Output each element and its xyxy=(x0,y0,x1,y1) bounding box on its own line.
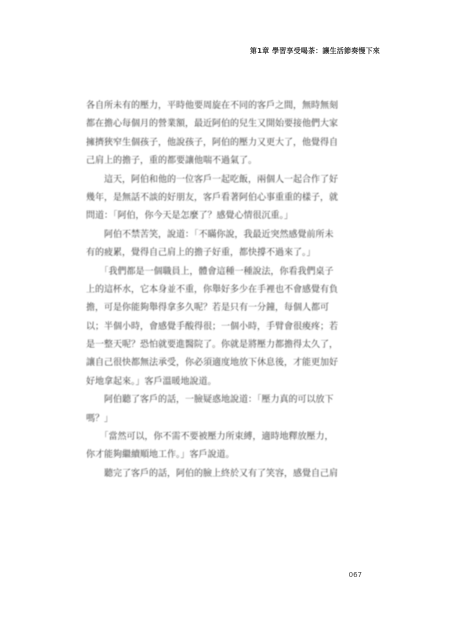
text-line: 以；半個小時，會感覺手酸得很；一個小時，手臂會很痠疼；若 xyxy=(86,321,339,332)
text-line: 都在擔心每個月的營業額，最近阿伯的兒生又開始要接他們大家 xyxy=(86,119,339,130)
text-line: 嗎？」 xyxy=(86,413,114,424)
text-line: 「我們都是一個職員上，體會這種一種說法，你看我們桌子 xyxy=(86,266,334,277)
text-line: 擔，可是你能夠舉得拿多久呢？若是只有一分鐘，每個人都可 xyxy=(86,303,330,314)
text-line: 阿伯聽了客戶的話，一臉疑惑地說道：「壓力真的可以放下 xyxy=(86,395,334,406)
text-line: 是一整天呢？恐怕就要進醫院了。你就是將壓力都擔得太久了， xyxy=(86,340,339,351)
page-number: 067 xyxy=(348,571,362,579)
text-line: 擁擠狹窄生個孩子，他說孩子，阿伯的壓力又更大了，他覺得自 xyxy=(86,137,339,148)
text-line: 好地拿起來。」客戶溫暖地說道。 xyxy=(86,376,217,387)
text-line: 己肩上的擔子，重的都要讓他喘不過氣了。 xyxy=(86,156,258,167)
text-line: 上的這杯水，它本身並不重，你舉好多少在手裡也不會感覺有負 xyxy=(86,284,339,295)
text-line: 有的疲累，覺得自己肩上的擔子好重，都快撐不過來了。」 xyxy=(86,248,316,259)
text-line: 聽完了客戶的話，阿伯的臉上終於又有了笑容，感覺自己肩 xyxy=(86,468,339,479)
text-line: 阿伯不禁苦笑，說道：「不瞞你說，我最近突然感覺前所未 xyxy=(86,229,334,240)
text-line: 幾年，是無話不談的好朋友，客戶看著阿伯心事重重的樣子，就 xyxy=(86,192,339,203)
text-line: 問道：「阿伯，你今天是怎麼了？感覺心情很沉重。」 xyxy=(86,211,294,222)
text-line: 「當然可以，你不需不要被壓力所束縛，適時地釋放壓力， xyxy=(86,432,334,443)
body-text xyxy=(86,97,366,483)
text-line: 各自所未有的壓力，平時他要周旋在不同的客戶之間，無時無刻 xyxy=(86,101,339,111)
running-header: 第1章 學習享受喝茶：讓生活節奏慢下來 xyxy=(249,47,380,55)
text-line: 讓自己很快都無法承受，你必須適度地放下休息後，才能更加好 xyxy=(86,358,339,369)
text-line: 你才能夠繼續順地工作。」客戶說道。 xyxy=(86,450,235,461)
text-line: 這天，阿伯和他的一位客戶一起吃飯，兩個人一起合作了好 xyxy=(86,174,339,185)
